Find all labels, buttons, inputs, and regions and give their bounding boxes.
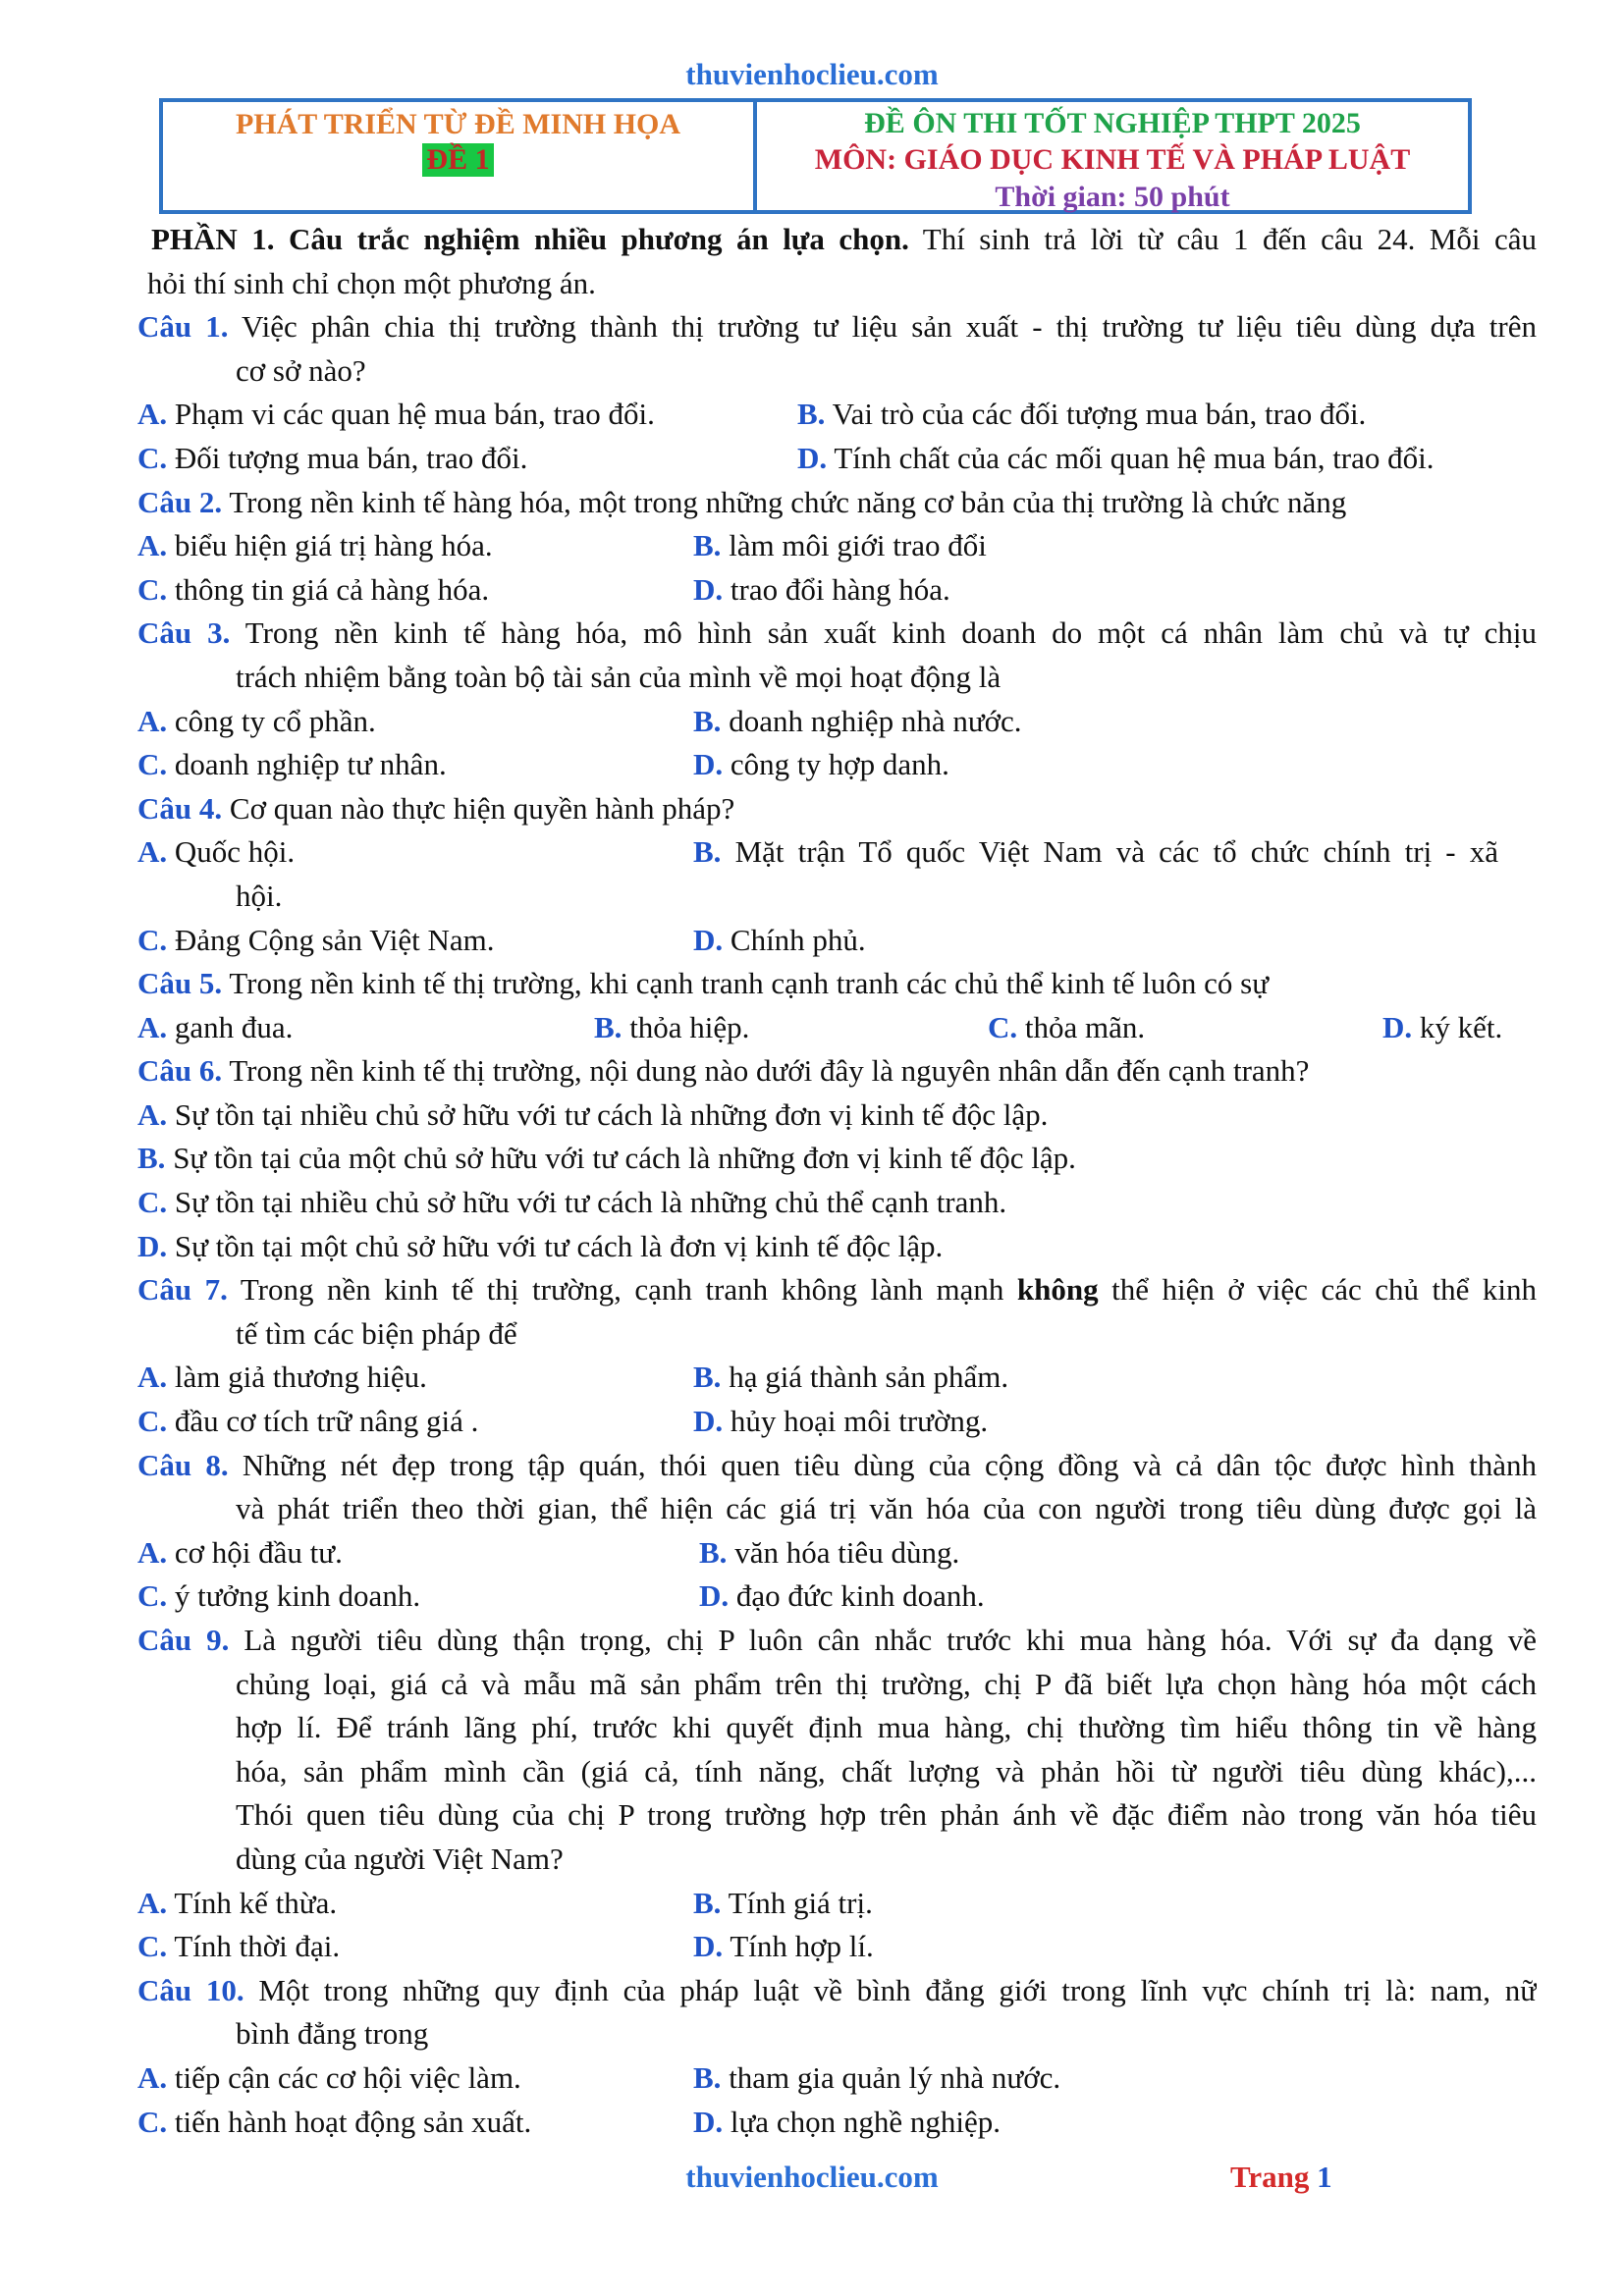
question-text-cont: tế tìm các biện pháp để xyxy=(236,1315,517,1351)
option-label: A. xyxy=(137,1534,168,1570)
option-row xyxy=(137,1531,1537,1575)
option-d[interactable] xyxy=(693,1925,874,1969)
option-text: doanh nghiệp nhà nước. xyxy=(729,703,1022,738)
question-4 xyxy=(137,787,1537,831)
option-label: B. xyxy=(693,2059,722,2095)
question-text: Trong nền kinh tế thị trường, khi cạnh tranh cạnh tranh các chủ thể kinh tế luôn có sự xyxy=(222,966,1270,1001)
option-row xyxy=(137,1006,1537,1050)
question-number: Câu 5. xyxy=(137,966,223,1001)
option-label: C. xyxy=(137,747,168,782)
page-label: Trang xyxy=(1230,2160,1310,2194)
option-text: tiến hành hoạt động sản xuất. xyxy=(174,2104,532,2139)
question-9 xyxy=(137,1619,1537,1663)
option-text: công ty cổ phần. xyxy=(174,703,376,738)
header-source-label: PHÁT TRIỂN TỪ ĐỀ MINH HỌA xyxy=(235,108,681,140)
option-text: hạ giá thành sản phẩm. xyxy=(729,1360,1009,1395)
option-a[interactable] xyxy=(137,524,493,568)
question-3 xyxy=(137,612,1537,656)
question-text-cont: chủng loại, giá cả và mẫu mã sản phẩm trên thị trường, chị P đã biết lựa chọn hàng hóa một cách xyxy=(236,1666,1537,1701)
option-b[interactable] xyxy=(693,830,1498,875)
option-c[interactable] xyxy=(137,437,527,481)
option-text: tham gia quản lý nhà nước. xyxy=(729,2059,1061,2095)
question-number: Câu 7. xyxy=(137,1272,228,1308)
option-row xyxy=(137,830,1537,875)
question-text-cont: cơ sở nào? xyxy=(236,352,366,388)
option-a[interactable] xyxy=(137,2056,521,2101)
option-row xyxy=(137,1575,1537,1619)
option-label: D. xyxy=(693,747,724,782)
option-a[interactable] xyxy=(137,393,655,437)
option-text: cơ hội đầu tư. xyxy=(174,1534,343,1570)
question-number: Câu 3. xyxy=(137,615,231,651)
option-text: hủy hoại môi trường. xyxy=(730,1404,989,1439)
option-c[interactable] xyxy=(988,1006,1145,1050)
option-label: B. xyxy=(693,1360,722,1395)
option-text: Tính chất của các mối quan hệ mua bán, trao đổi. xyxy=(834,440,1435,475)
option-label: A. xyxy=(137,397,168,432)
option-text: Tính kế thừa. xyxy=(174,1885,338,1920)
option-text: trao đổi hàng hóa. xyxy=(730,571,950,607)
option-label: A. xyxy=(137,1096,168,1132)
question-number: Câu 9. xyxy=(137,1623,230,1657)
option-c[interactable] xyxy=(137,919,495,963)
part1-heading xyxy=(137,218,1537,262)
option-label: D. xyxy=(797,440,828,475)
option-a[interactable] xyxy=(137,1006,293,1050)
time-limit: Thời gian: 50 phút xyxy=(995,181,1230,213)
option-row xyxy=(137,2056,1537,2101)
option-c[interactable] xyxy=(137,568,489,613)
option-a[interactable] xyxy=(137,1882,337,1926)
option-text: văn hóa tiêu dùng. xyxy=(734,1534,960,1570)
option-b[interactable] xyxy=(797,393,1366,437)
question-number: Câu 8. xyxy=(137,1447,229,1482)
option-d[interactable] xyxy=(693,1400,988,1444)
exam-number-badge: ĐỀ 1 xyxy=(422,143,493,177)
option-b[interactable] xyxy=(693,700,1022,744)
option-label: B. xyxy=(693,703,722,738)
option-label: A. xyxy=(137,2059,168,2095)
option-row xyxy=(137,1925,1537,1969)
option-row xyxy=(137,875,1537,919)
option-a[interactable] xyxy=(137,1531,343,1575)
option-label: B. xyxy=(693,1885,722,1920)
option-label: B. xyxy=(693,834,722,870)
question-number: Câu 6. xyxy=(137,1053,223,1089)
site-header-link[interactable]: thuvienhoclieu.com xyxy=(685,57,939,91)
option-row xyxy=(137,743,1537,787)
option-d[interactable] xyxy=(693,568,950,613)
subject-title: MÔN: GIÁO DỤC KINH TẾ VÀ PHÁP LUẬT xyxy=(814,143,1411,176)
option-label: D. xyxy=(699,1578,730,1614)
option-label: A. xyxy=(137,528,168,563)
option-row xyxy=(137,919,1537,963)
option-b[interactable] xyxy=(594,1006,749,1050)
option-text: ganh đua. xyxy=(174,1009,294,1044)
question-text: Trong nền kinh tế hàng hóa, một trong những chức năng cơ bản của thị trường là chức năng xyxy=(222,484,1347,519)
option-row xyxy=(137,1882,1537,1926)
option-a[interactable] xyxy=(137,700,376,744)
question-7 xyxy=(137,1268,1537,1312)
option-text: làm giả thương hiệu. xyxy=(174,1360,427,1395)
option-text: Sự tồn tại nhiều chủ sở hữu với tư cách là những đơn vị kinh tế độc lập. xyxy=(174,1096,1049,1132)
question-text-cont: Thói quen tiêu dùng của chị P trong trường hợp trên phản ánh về đặc điểm nào trong văn hóa tiêu xyxy=(236,1797,1537,1833)
header-right-cell xyxy=(757,102,1468,213)
option-label: B. xyxy=(137,1141,166,1176)
page-number xyxy=(1230,2160,1332,2195)
option-b[interactable] xyxy=(693,2056,1060,2101)
question-number: Câu 2. xyxy=(137,484,223,519)
option-label: A. xyxy=(137,834,168,870)
option-c[interactable] xyxy=(137,1400,478,1444)
option-text: Phạm vi các quan hệ mua bán, trao đổi. xyxy=(174,397,655,432)
option-c[interactable] xyxy=(137,1181,1537,1225)
option-label: A. xyxy=(137,703,168,738)
option-text: làm môi giới trao đổi xyxy=(729,528,987,563)
option-d[interactable] xyxy=(1382,1006,1502,1050)
option-row xyxy=(137,700,1537,744)
option-b[interactable] xyxy=(693,524,987,568)
option-text: đạo đức kinh doanh. xyxy=(735,1578,985,1614)
question-1 xyxy=(137,305,1537,349)
option-text: đầu cơ tích trữ nâng giá . xyxy=(174,1404,479,1439)
option-label: C. xyxy=(137,1185,168,1220)
option-label: D. xyxy=(1382,1009,1413,1044)
question-text: Cơ quan nào thực hiện quyền hành pháp? xyxy=(222,790,735,826)
option-d[interactable] xyxy=(137,1225,1537,1269)
site-footer-link[interactable]: thuvienhoclieu.com xyxy=(685,2160,939,2194)
option-text: công ty hợp danh. xyxy=(730,747,949,782)
option-row xyxy=(137,437,1537,481)
option-text: Đối tượng mua bán, trao đổi. xyxy=(174,440,528,475)
question-text: thể hiện ở việc các chủ thể kinh xyxy=(1098,1272,1537,1308)
option-label: D. xyxy=(137,1228,168,1263)
exam-title: ĐỀ ÔN THI TỐT NGHIỆP THPT 2025 xyxy=(864,107,1361,139)
option-b[interactable] xyxy=(693,1882,873,1926)
question-number: Câu 10. xyxy=(137,1972,244,2007)
question-number: Câu 4. xyxy=(137,790,223,826)
option-text: Vai trò của các đối tượng mua bán, trao đổi. xyxy=(832,397,1367,432)
question-text-cont: hóa, sản phẩm mình cần (giá cả, tính năng, chất lượng và phản hồi từ người tiêu dùng khác),... xyxy=(236,1753,1537,1789)
option-row xyxy=(137,568,1537,613)
option-a[interactable] xyxy=(137,830,295,875)
question-text: Trong nền kinh tế hàng hóa, mô hình sản xuất kinh doanh do một cá nhân làm chủ và tự chịu xyxy=(230,615,1537,651)
question-text: Trong nền kinh tế thị trường, nội dung nào dưới đây là nguyên nhân dẫn đến cạnh tranh? xyxy=(222,1053,1310,1089)
option-label: A. xyxy=(137,1885,168,1920)
option-c[interactable] xyxy=(137,743,447,787)
option-label: C. xyxy=(137,440,168,475)
option-label: C. xyxy=(137,571,168,607)
option-label: A. xyxy=(137,1009,168,1044)
option-label: B. xyxy=(693,528,722,563)
question-text-cont: trách nhiệm bằng toàn bộ tài sản của mình về mọi hoạt động là xyxy=(236,659,1001,694)
question-2 xyxy=(137,481,1537,525)
option-label: D. xyxy=(693,2104,724,2139)
option-text: Sự tồn tại nhiều chủ sở hữu với tư cách là những chủ thể cạnh tranh. xyxy=(174,1185,1007,1220)
option-d[interactable] xyxy=(693,919,866,963)
option-text: ý tưởng kinh doanh. xyxy=(174,1578,421,1614)
question-text-emphasis: không xyxy=(1016,1272,1099,1308)
option-label: C. xyxy=(137,1578,168,1614)
option-row xyxy=(137,524,1537,568)
question-text: Một trong những quy định của pháp luật về bình đẳng giới trong lĩnh vực chính trị là: nam, nữ xyxy=(244,1972,1537,2007)
exam-content xyxy=(137,218,1537,2144)
option-text: thỏa mãn. xyxy=(1024,1009,1146,1044)
option-label: C. xyxy=(137,1404,168,1439)
option-label: B. xyxy=(594,1009,623,1044)
option-d[interactable] xyxy=(797,437,1435,481)
option-row xyxy=(137,393,1537,437)
option-label: A. xyxy=(137,1360,168,1395)
option-a[interactable] xyxy=(137,1094,1537,1138)
option-text: tiếp cận các cơ hội việc làm. xyxy=(174,2059,521,2095)
option-label: D. xyxy=(693,1404,724,1439)
option-b[interactable] xyxy=(693,1356,1008,1400)
option-b[interactable] xyxy=(699,1531,959,1575)
exam-header-box xyxy=(159,98,1472,214)
option-d[interactable] xyxy=(699,1575,985,1619)
option-d[interactable] xyxy=(693,743,949,787)
part1-title: PHẦN 1. Câu trắc nghiệm nhiều phương án lựa chọn. xyxy=(151,222,909,256)
option-b[interactable] xyxy=(137,1137,1537,1181)
option-text: Chính phủ. xyxy=(730,922,866,957)
option-text: ký kết. xyxy=(1419,1009,1503,1044)
question-text-cont: và phát triển theo thời gian, thể hiện các giá trị văn hóa của con người trong tiêu dùng được gọi là xyxy=(236,1491,1537,1526)
question-6 xyxy=(137,1049,1537,1094)
question-5 xyxy=(137,962,1537,1006)
option-text: Mặt trận Tổ quốc Việt Nam và các tổ chức chính trị - xã xyxy=(734,834,1498,870)
option-text: thỏa hiệp. xyxy=(629,1009,750,1044)
option-c[interactable] xyxy=(137,1925,340,1969)
option-a[interactable] xyxy=(137,1356,427,1400)
page-number-value: 1 xyxy=(1317,2160,1332,2194)
option-d[interactable] xyxy=(693,2101,1001,2145)
option-label: C. xyxy=(137,922,168,957)
option-label: B. xyxy=(699,1534,728,1570)
option-c[interactable] xyxy=(137,2101,531,2145)
option-text: Tính hợp lí. xyxy=(730,1929,874,1964)
question-number: Câu 1. xyxy=(137,309,229,345)
question-10 xyxy=(137,1969,1537,2013)
option-text: Sự tồn tại một chủ sở hữu với tư cách là đơn vị kinh tế độc lập. xyxy=(174,1228,944,1263)
option-row xyxy=(137,1400,1537,1444)
option-text: Sự tồn tại của một chủ sở hữu với tư cách là những đơn vị kinh tế độc lập. xyxy=(173,1141,1076,1176)
header-left-cell xyxy=(163,102,757,210)
option-label: C. xyxy=(137,1929,168,1964)
option-label: B. xyxy=(797,397,826,432)
option-label: D. xyxy=(693,571,724,607)
option-text: Tính thời đại. xyxy=(174,1929,341,1964)
option-text: Quốc hội. xyxy=(174,834,296,870)
option-label: C. xyxy=(988,1009,1018,1044)
option-text: Tính giá trị. xyxy=(728,1885,873,1920)
question-text: Trong nền kinh tế thị trường, cạnh tranh không lành mạnh xyxy=(227,1272,1017,1308)
option-row xyxy=(137,1356,1537,1400)
question-text: Những nét đẹp trong tập quán, thói quen tiêu dùng của cộng đồng và cả dân tộc được hình thành xyxy=(228,1447,1537,1482)
part1-instruction-cont: hỏi thí sinh chỉ chọn một phương án. xyxy=(147,265,596,300)
option-label: D. xyxy=(693,1929,724,1964)
option-label: D. xyxy=(693,922,724,957)
option-row xyxy=(137,2101,1537,2145)
question-text: Là người tiêu dùng thận trọng, chị P luôn cân nhắc trước khi mua hàng hóa. Với sự đa dạng về xyxy=(229,1623,1537,1657)
option-label: C. xyxy=(137,2104,168,2139)
option-c[interactable] xyxy=(137,1575,420,1619)
question-text-cont: hợp lí. Để tránh lãng phí, trước khi quyết định mua hàng, chị thường tìm hiểu thông tin về hàng xyxy=(236,1710,1537,1745)
question-text-cont: dùng của người Việt Nam? xyxy=(236,1841,564,1876)
option-text: thông tin giá cả hàng hóa. xyxy=(174,571,490,607)
option-text: Đảng Cộng sản Việt Nam. xyxy=(174,922,495,957)
option-text: lựa chọn nghề nghiệp. xyxy=(730,2104,1001,2139)
question-text-cont: bình đẳng trong xyxy=(236,2016,429,2052)
option-text: biểu hiện giá trị hàng hóa. xyxy=(174,528,493,563)
question-text: Việc phân chia thị trường thành thị trường tư liệu sản xuất - thị trường tư liệu tiêu dùng dựa trên xyxy=(228,309,1537,345)
part1-instruction: Thí sinh trả lời từ câu 1 đến câu 24. Mỗi câu xyxy=(908,222,1537,256)
question-8 xyxy=(137,1444,1537,1488)
option-b-cont: hội. xyxy=(236,878,283,913)
option-text: doanh nghiệp tư nhân. xyxy=(174,747,447,782)
